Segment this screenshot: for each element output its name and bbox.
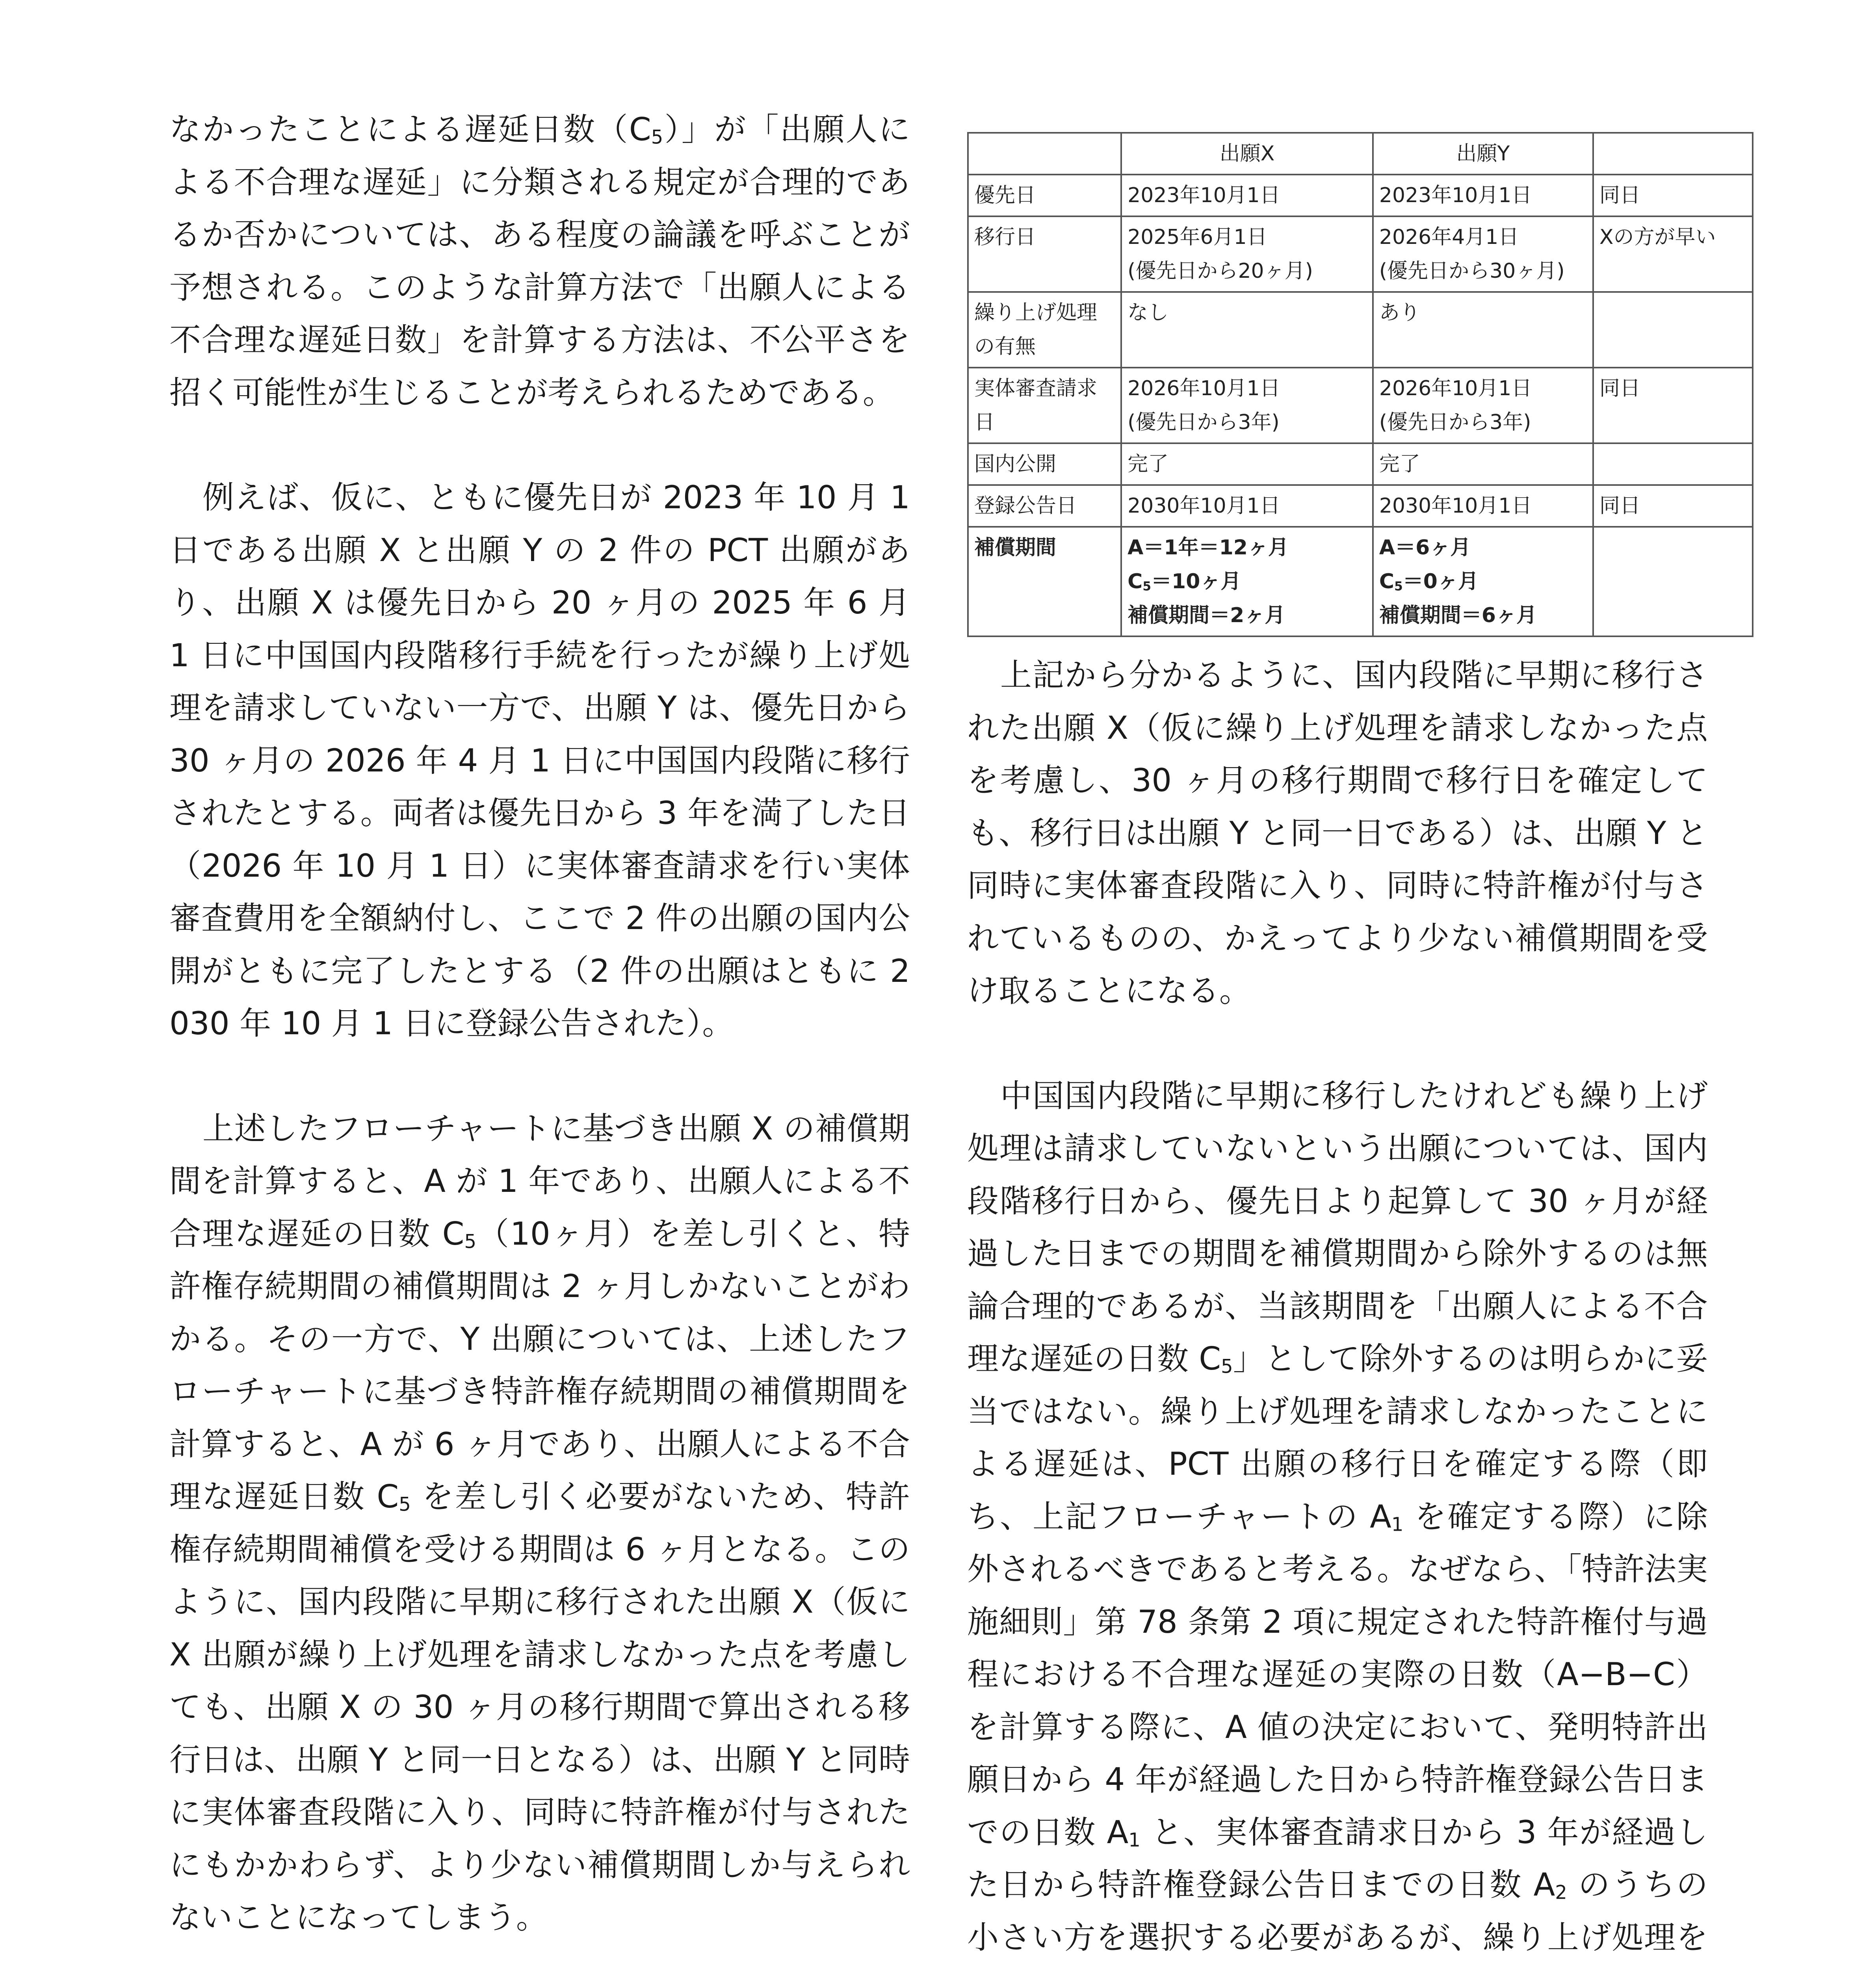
table-cell: 完了 bbox=[1121, 443, 1373, 485]
paragraph-conclusion: 上記から分かるように、国内段階に早期に移行された出願 X（仮に繰り上げ処理を請求しなかった点を考慮し、30 ヶ月の移行期間で移行日を確定しても、移行日は出願 Y と同一日である）は、出願 Y と同時に実体審査段階に入り、同時に特許権が付与されているものの、かえってより少ない補償期間を受け取ることになる。 bbox=[967, 657, 1708, 1009]
table-cell: 補償期間 bbox=[968, 527, 1121, 636]
paragraph-intro: なかったことによる遅延日数$(C_5)$」が「出願人による不合理な遅延」に分類される規定が合理的であるか否かについては、ある程度の論議を呼ぶことが予想される。このような計算方法で「出願人による不合理な遅延日数」を計算する方法は、不公平さを招く可能性が生じることが考えられるためである。 bbox=[169, 111, 910, 411]
table-cell bbox=[1593, 292, 1753, 368]
table-row bbox=[968, 485, 1753, 527]
table-header-cell bbox=[968, 133, 1121, 175]
table-header-cell: 出願X bbox=[1121, 133, 1373, 175]
table-header-cell bbox=[1593, 133, 1753, 175]
table-cell: Xの方が早い bbox=[1593, 216, 1753, 292]
table-row bbox=[968, 216, 1753, 292]
table-row bbox=[968, 368, 1753, 443]
table-cell: 繰り上げ処理の有無 bbox=[968, 292, 1121, 368]
table-row bbox=[968, 175, 1753, 216]
table-cell: 2023年10月1日 bbox=[1121, 175, 1373, 216]
table-cell: 登録公告日 bbox=[968, 485, 1121, 527]
table-cell: 2030年10月1日 bbox=[1373, 485, 1593, 527]
table-cell: A＝6ヶ月 $C_5=0$ヶ月 補償期間＝6ヶ月 bbox=[1373, 527, 1593, 636]
table-cell bbox=[1593, 443, 1753, 485]
table-cell: 同日 bbox=[1593, 368, 1753, 443]
table-cell: 2026年4月1日 (優先日から30ヶ月) bbox=[1373, 216, 1593, 292]
left-column bbox=[169, 103, 910, 1944]
paragraph-analysis: 中国国内段階に早期に移行したけれども繰り上げ処理は請求していないという出願については、国内段階移行日から、優先日より起算して 30 ヶ月が経過した日までの期間を補償期間から除外するのは無論合理的であるが、当該期間を「出願人による不合理な遅延の日数 $C_5$」として除外するのは明らかに妥当ではない。繰り上げ処理を請求しなかったことによる遅延は、PCT 出願の移行日を確定する際（即ち、上記フローチャートの $A_1$ を確定する際）に除外されるべきであると考える。なぜなら、「特許法実施細則」第 78 条第 2 項に規定された特許権付与過程における不合理な遅延の実際の日数（A−B−C）を計算する際に、A 値の決定において、発明特許出願日から 4 年が経過した日から特許権登録公告日までの日数 $A_1$ と、実体審査請求日から 3 年が経過した日から特許権登録公告日までの日数 $A_2$ のうちの小さい方を選択する必要があるが、繰り上げ処理を bbox=[967, 1077, 1708, 1956]
table-header-cell: 出願Y bbox=[1373, 133, 1593, 175]
table-cell: 国内公開 bbox=[968, 443, 1121, 485]
table-cell: 優先日 bbox=[968, 175, 1121, 216]
table-cell: なし bbox=[1121, 292, 1373, 368]
table-cell: 2025年6月1日 (優先日から20ヶ月) bbox=[1121, 216, 1373, 292]
table-cell: 2030年10月1日 bbox=[1121, 485, 1373, 527]
table-cell bbox=[1593, 527, 1753, 636]
table-cell: 実体審査請求日 bbox=[968, 368, 1121, 443]
table-cell: 2026年10月1日 (優先日から3年) bbox=[1373, 368, 1593, 443]
table-cell: 同日 bbox=[1593, 175, 1753, 216]
right-column bbox=[967, 132, 1716, 1970]
table-cell: 2023年10月1日 bbox=[1373, 175, 1593, 216]
table-header-row bbox=[968, 133, 1753, 175]
table-cell: 完了 bbox=[1373, 443, 1593, 485]
table-cell: 同日 bbox=[1593, 485, 1753, 527]
table-row bbox=[968, 443, 1753, 485]
comparison-table bbox=[967, 132, 1753, 637]
table-cell: A＝1年＝12ヶ月 $C_5=10$ヶ月 補償期間＝2ヶ月 bbox=[1121, 527, 1373, 636]
paragraph-calculation: 上述したフローチャートに基づき出願 X の補償期間を計算すると、A が 1 年であり、出願人による不合理な遅延の日数 $C_5(10$ヶ月）を差し引くと、特許権存続期間の補償期間は 2 ヶ月しかないことがわかる。その一方で、Y 出願については、上述したフローチャートに基づき特許権存続期間の補償期間を計算すると、A が 6 ヶ月であり、出願人による不合理な遅延日数 $C_5$ を差し引く必要がないため、特許権存続期間補償を受ける期間は 6 ヶ月となる。このように、国内段階に早期に移行された出願 X（仮に X 出願が繰り上げ処理を請求しなかった点を考慮しても、出願 X の 30 ヶ月の移行期間で算出される移行日は、出願 Y と同一日となる）は、出願 Y と同時に実体審査段階に入り、同時に特許権が付与されたにもかかわらず、より少ない補償期間しか与えられないことになってしまう。 bbox=[169, 1110, 910, 1936]
table-row-compensation bbox=[968, 527, 1753, 636]
table-cell: あり bbox=[1373, 292, 1593, 368]
table-row bbox=[968, 292, 1753, 368]
paragraph-example: 例えば、仮に、ともに優先日が 2023 年 10 月 1 日である出願 X と出願 Y の 2 件の PCT 出願があり、出願 X は優先日から 20 ヶ月の 2025 年 6 月 1 日に中国国内段階移行手続を行ったが繰り上げ処理を請求していない一方で、出願 Y は、優先日から 30 ヶ月の 2026 年 4 月 1 日に中国国内段階に移行されたとする。両者は優先日から 3 年を満了した日（2026 年 10 月 1 日）に実体審査請求を行い実体審査費用を全額納付し、ここで 2 件の出願の国内公開がともに完了したとする（2 件の出願はともに 2030 年 10 月 1 日に登録公告された）。 bbox=[169, 479, 910, 1042]
table-cell: 2026年10月1日 (優先日から3年) bbox=[1121, 368, 1373, 443]
table-cell: 移行日 bbox=[968, 216, 1121, 292]
